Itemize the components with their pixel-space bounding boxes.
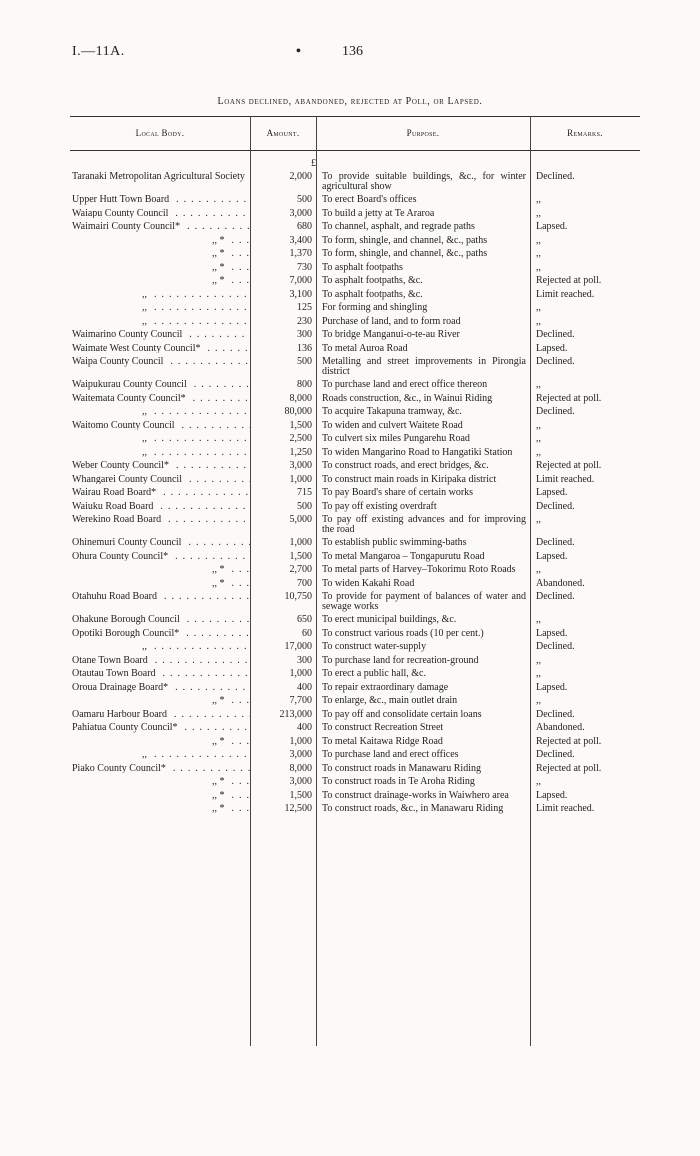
purpose-cell: To pay off existing advances and for improving the road (322, 514, 526, 535)
table-row (70, 750, 640, 760)
local-body-cell: Otane Town Board . . (70, 656, 250, 666)
table-row (70, 249, 640, 259)
purpose-cell: To construct roads in Manawaru Riding (322, 762, 481, 774)
amount-cell: 7,000 (289, 275, 312, 286)
purpose-cell: To establish public swimming-baths (322, 537, 467, 548)
purpose-cell: To enlarge, &c., main outlet drain (322, 695, 458, 706)
amount-cell: 5,000 (289, 514, 312, 525)
remarks-cell: Declined. (536, 708, 575, 720)
table-row (70, 710, 640, 720)
amount-cell: 3,000 (289, 460, 312, 471)
table-row (70, 791, 640, 801)
table-row (70, 461, 640, 471)
purpose-cell: To channel, asphalt, and regrade paths (322, 221, 475, 232)
purpose-cell: To purchase land for recreation-ground (322, 654, 479, 666)
remarks-cell: ,, (536, 433, 541, 444)
local-body-cell: ,, * . . (70, 276, 250, 286)
amount-cell: 1,000 (289, 668, 312, 679)
purpose-cell: To widen Mangarino Road to Hangatiki Station (322, 446, 513, 458)
local-body-cell: Waimairi County Council* . . (70, 222, 250, 232)
amount-cell: 500 (297, 194, 312, 205)
table-title: Loans declined, abandoned, rejected at Poll, or Lapsed. (217, 96, 483, 107)
table-row (70, 683, 640, 693)
table-body (70, 156, 640, 818)
table-row (70, 380, 640, 390)
local-body-cell: Waipukurau County Council . . (70, 380, 250, 390)
purpose-cell: To construct water-supply (322, 641, 427, 652)
purpose-cell: To asphalt footpaths, &c. (322, 288, 423, 300)
purpose-cell: To construct drainage-works in Waiwhero area (322, 789, 509, 801)
amount-cell: 680 (297, 221, 312, 232)
amount-cell: 1,000 (289, 735, 312, 747)
remarks-cell: Declined. (536, 171, 575, 182)
local-body-cell: Oamaru Harbour Board . . (70, 710, 250, 720)
amount-cell: 230 (297, 315, 312, 327)
remarks-cell: ,, (536, 302, 541, 313)
amount-cell: 60 (302, 627, 312, 639)
remarks-cell: ,, (536, 315, 541, 327)
remarks-cell: Declined. (536, 500, 575, 512)
local-body-cell: ,, * . . (70, 236, 250, 246)
table-row (70, 615, 640, 625)
purpose-cell: To provide for payment of balances of water and sewage works (322, 591, 526, 612)
table-row (70, 515, 640, 534)
local-body-cell: Waiapu County Council . . (70, 209, 250, 219)
remarks-cell: Limit reached. (536, 288, 595, 300)
local-body-cell: Taranaki Metropolitan Agricultural Society . . (70, 172, 250, 191)
table-row (70, 656, 640, 666)
purpose-cell: Purchase of land, and to form road (322, 315, 461, 327)
remarks-cell: Lapsed. (536, 221, 568, 232)
remarks-cell: ,, (536, 695, 541, 706)
remarks-cell: ,, (536, 654, 541, 666)
purpose-cell: To pay off existing overdraft (322, 500, 437, 512)
remarks-cell: ,, (536, 234, 541, 246)
amount-cell: 300 (297, 654, 312, 666)
local-body-cell: Weber County Council* . . (70, 461, 250, 471)
table-row (70, 195, 640, 205)
remarks-cell: ,, (536, 668, 541, 679)
amount-cell: 3,000 (289, 207, 312, 219)
local-body-cell: Otahuhu Road Board . . (70, 592, 250, 611)
table-row (70, 737, 640, 747)
report-reference: I.—11A. (72, 44, 125, 59)
table-row (70, 330, 640, 340)
amount-cell: 1,250 (289, 446, 312, 458)
purpose-cell: To construct roads, &c., in Manawaru Riding (322, 803, 504, 814)
page-number: 136 (342, 44, 363, 59)
local-body-cell: Ohura County Council* . . (70, 552, 250, 562)
purpose-cell: To construct Recreation Street (322, 722, 444, 733)
table-row (70, 303, 640, 313)
local-body-cell: ,, * . . (70, 696, 250, 706)
purpose-cell: To metal Auroa Road (322, 342, 408, 354)
table-row (70, 565, 640, 575)
remarks-cell: Abandoned. (536, 577, 585, 589)
remarks-cell: Lapsed. (536, 487, 568, 498)
remarks-cell: ,, (536, 419, 541, 431)
purpose-cell: To acquire Takapuna tramway, &c. (322, 406, 462, 417)
amount-cell: 7,700 (289, 695, 312, 706)
purpose-cell: To erect a public hall, &c. (322, 668, 426, 679)
amount-cell: 2,500 (289, 433, 312, 444)
local-body-cell: Piako County Council* . . (70, 764, 250, 774)
local-body-cell: ,, . . (70, 642, 250, 652)
remarks-cell: Declined. (536, 406, 575, 417)
local-body-cell: ,, * . . (70, 263, 250, 273)
amount-cell: 2,700 (289, 564, 312, 575)
amount-cell: 136 (297, 342, 312, 354)
amount-cell: 800 (297, 379, 312, 390)
table-row (70, 236, 640, 246)
local-body-cell: ,, . . (70, 448, 250, 458)
amount-cell: 1,000 (289, 537, 312, 548)
table-row (70, 579, 640, 589)
amount-cell: 8,000 (289, 392, 312, 404)
table-row (70, 475, 640, 485)
remarks-cell: Declined. (536, 356, 575, 367)
local-body-cell: Opotiki Borough Council* . . (70, 629, 250, 639)
purpose-cell: To construct roads in Te Aroha Riding (322, 776, 475, 787)
purpose-cell: To metal Mangaroa – Tongapurutu Road (322, 550, 485, 562)
table-row (70, 276, 640, 286)
purpose-cell: To metal Kaitawa Ridge Road (322, 735, 443, 747)
amount-cell: 500 (297, 356, 312, 367)
remarks-cell: Declined. (536, 641, 575, 652)
remarks-cell: ,, (536, 514, 541, 525)
remarks-cell: ,, (536, 614, 541, 625)
purpose-cell: To culvert six miles Pungarehu Road (322, 433, 470, 444)
table-row (70, 421, 640, 431)
amount-cell: 17,000 (284, 641, 312, 652)
purpose-cell: To purchase land and erect office thereon (322, 379, 488, 390)
purpose-cell: To pay Board's share of certain works (322, 487, 474, 498)
purpose-cell: To form, shingle, and channel, &c., paths (322, 248, 488, 259)
amount-cell: 500 (297, 500, 312, 512)
amount-cell: 8,000 (289, 762, 312, 774)
table-row (70, 777, 640, 787)
currency-unit: £ (311, 158, 316, 169)
table-row (70, 696, 640, 706)
local-body-cell: Waitemata County Council* . . (70, 394, 250, 404)
amount-cell: 213,000 (279, 708, 312, 720)
remarks-cell: ,, (536, 248, 541, 259)
local-body-cell: Pahiatua County Council* . . (70, 723, 250, 733)
local-body-cell: Oroua Drainage Board* . . (70, 683, 250, 693)
remarks-cell: Limit reached. (536, 473, 595, 485)
table-row (70, 344, 640, 354)
amount-cell: 10,750 (284, 591, 312, 602)
local-body-cell: ,, * . . (70, 804, 250, 814)
remarks-cell: ,, (536, 261, 541, 273)
remarks-cell: Rejected at poll. (536, 392, 602, 404)
remarks-cell: ,, (536, 207, 541, 219)
local-body-cell: ,, . . (70, 317, 250, 327)
local-body-cell: ,, * . . (70, 737, 250, 747)
table-row (70, 407, 640, 417)
table-row (70, 669, 640, 679)
remarks-cell: Lapsed. (536, 789, 568, 801)
amount-cell: 3,400 (289, 234, 312, 246)
remarks-cell: Rejected at poll. (536, 275, 602, 286)
table-row (70, 642, 640, 652)
purpose-cell: To construct various roads (10 per cent.) (322, 627, 484, 639)
amount-cell: 650 (297, 614, 312, 625)
table-row (70, 488, 640, 498)
local-body-cell: ,, . . (70, 407, 250, 417)
amount-cell: 1,500 (289, 789, 312, 801)
local-body-cell: ,, * . . (70, 249, 250, 259)
purpose-cell: For forming and shingling (322, 302, 428, 313)
table-row (70, 804, 640, 814)
remarks-cell: Lapsed. (536, 550, 568, 562)
local-body-cell: Waiuku Road Board . . (70, 502, 250, 512)
purpose-cell: To build a jetty at Te Araroa (322, 207, 435, 219)
local-body-cell: Waitomo County Council . . (70, 421, 250, 431)
remarks-cell: Declined. (536, 591, 575, 602)
local-body-cell: Waimate West County Council* . . (70, 344, 250, 354)
remarks-cell: Abandoned. (536, 722, 585, 733)
amount-cell: 80,000 (284, 406, 312, 417)
purpose-cell: To asphalt footpaths, &c. (322, 275, 423, 286)
amount-cell: 2,000 (289, 171, 312, 182)
amount-cell: 3,000 (289, 749, 312, 760)
local-body-cell: Upper Hutt Town Board . . (70, 195, 250, 205)
remarks-cell: Declined. (536, 537, 575, 548)
local-body-cell: Waimarino County Council . . (70, 330, 250, 340)
local-body-cell: ,, . . (70, 303, 250, 313)
purpose-cell: To repair extraordinary damage (322, 681, 449, 693)
local-body-cell: Ohakune Borough Council . . (70, 615, 250, 625)
purpose-cell: Metalling and street improvements in Pirongia district (322, 356, 526, 377)
amount-cell: 3,100 (289, 288, 312, 300)
amount-cell: 400 (297, 722, 312, 733)
table-row (70, 764, 640, 774)
remarks-cell: Rejected at poll. (536, 460, 602, 471)
remarks-cell: Lapsed. (536, 627, 568, 639)
purpose-cell: To bridge Manganui-o-te-au River (322, 329, 460, 340)
local-body-cell: ,, * . . (70, 565, 250, 575)
table-row (70, 290, 640, 300)
table-row (70, 552, 640, 562)
local-body-cell: Whangarei County Council . . (70, 475, 250, 485)
table-row (70, 723, 640, 733)
table-header-rule (70, 150, 640, 151)
amount-cell: 125 (297, 302, 312, 313)
amount-cell: 12,500 (284, 803, 312, 814)
amount-cell: 715 (297, 487, 312, 498)
table-row (70, 172, 640, 191)
purpose-cell: To form, shingle, and channel, &c., paths (322, 234, 488, 246)
purpose-cell: To widen and culvert Waitete Road (322, 419, 463, 431)
loans-table (70, 116, 640, 1046)
remarks-cell: Lapsed. (536, 681, 568, 693)
table-row (70, 222, 640, 232)
remarks-cell: Limit reached. (536, 803, 595, 814)
amount-cell: 3,000 (289, 776, 312, 787)
remarks-cell: Rejected at poll. (536, 735, 602, 747)
table-row (70, 317, 640, 327)
local-body-cell: ,, . . (70, 750, 250, 760)
purpose-cell: To metal parts of Harvey–Tokorimu Roto Roads (322, 564, 516, 575)
amount-cell: 1,500 (289, 550, 312, 562)
table-row (70, 263, 640, 273)
remarks-cell: Declined. (536, 329, 575, 340)
purpose-cell: To erect municipal buildings, &c. (322, 614, 457, 625)
purpose-cell: Roads construction, &c., in Wainui Riding (322, 392, 493, 404)
amount-cell: 400 (297, 681, 312, 693)
table-row (70, 629, 640, 639)
column-header-remarks: Remarks. (567, 128, 603, 138)
remarks-cell: Declined. (536, 749, 575, 760)
local-body-cell: ,, . . (70, 290, 250, 300)
table-row (70, 592, 640, 611)
table-row (70, 502, 640, 512)
remarks-cell: ,, (536, 194, 541, 205)
amount-cell: 1,500 (289, 419, 312, 431)
local-body-cell: ,, * . . (70, 579, 250, 589)
local-body-cell: Ohinemuri County Council . . (70, 538, 250, 548)
header-dot: • (296, 44, 301, 59)
remarks-cell: Lapsed. (536, 342, 568, 354)
purpose-cell: To construct roads, and erect bridges, &c. (322, 460, 489, 471)
amount-cell: 730 (297, 261, 312, 273)
local-body-cell: Otautau Town Board . . (70, 669, 250, 679)
purpose-cell: To purchase land and erect offices (322, 749, 459, 760)
local-body-cell: Wairau Road Board* . . (70, 488, 250, 498)
remarks-cell: ,, (536, 446, 541, 458)
page-header (72, 44, 630, 64)
local-body-cell: ,, * . . (70, 777, 250, 787)
amount-cell: 300 (297, 329, 312, 340)
purpose-cell: To widen Kakahi Road (322, 577, 415, 589)
remarks-cell: Rejected at poll. (536, 762, 602, 774)
purpose-cell: To construct main roads in Kiripaka district (322, 473, 497, 485)
table-row (70, 394, 640, 404)
remarks-cell: ,, (536, 564, 541, 575)
local-body-cell: ,, * . . (70, 791, 250, 801)
column-header-amount: Amount. (266, 128, 300, 138)
column-header-purpose: Purpose. (406, 128, 440, 138)
table-row (70, 357, 640, 376)
table-row (70, 209, 640, 219)
local-body-cell: Waipa County Council . . (70, 357, 250, 376)
purpose-cell: To pay off and consolidate certain loans (322, 708, 482, 720)
table-row (70, 434, 640, 444)
local-body-cell: Werekino Road Board . . (70, 515, 250, 534)
remarks-cell: ,, (536, 776, 541, 787)
local-body-cell: ,, . . (70, 434, 250, 444)
table-row (70, 538, 640, 548)
amount-cell: 1,370 (289, 248, 312, 259)
amount-cell: 1,000 (289, 473, 312, 485)
column-header-local-body: Local Body. (135, 128, 185, 138)
table-row (70, 448, 640, 458)
remarks-cell: ,, (536, 379, 541, 390)
purpose-cell: To asphalt footpaths (322, 261, 403, 273)
purpose-cell: To erect Board's offices (322, 194, 417, 205)
amount-cell: 700 (297, 577, 312, 589)
purpose-cell: To provide suitable buildings, &c., for winter agricultural show (322, 171, 526, 192)
